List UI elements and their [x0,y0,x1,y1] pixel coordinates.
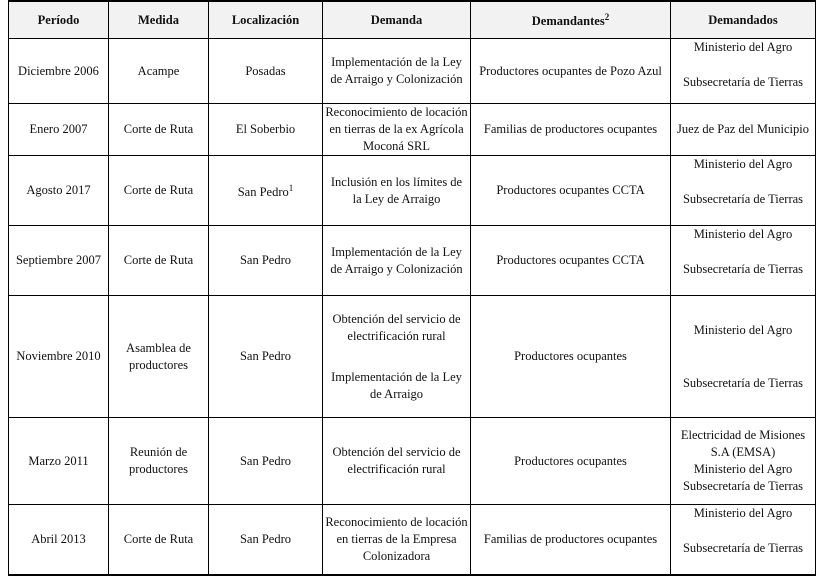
table-row [9,296,816,418]
cell-demandados [671,296,816,418]
cell-demandados-line: Subsecretaría de Tierras [682,262,804,276]
cell-demandados-line: Subsecretaría de Tierras [682,192,804,206]
cell-localizacion [209,505,323,575]
cell-periodo: Agosto 2017 [9,156,109,226]
protest-events-table [8,0,816,576]
cell-medida: Corte de Ruta [109,104,209,156]
localizacion-text: San Pedro [239,253,292,267]
cell-medida: Acampe [109,39,209,104]
table-row [9,39,816,104]
cell-demandantes: Productores ocupantes CCTA [471,226,671,296]
cell-demandados-line: Ministerio del Agro [693,227,793,241]
cell-demandantes: Productores ocupantes de Pozo Azul [471,39,671,104]
cell-demanda [323,226,471,296]
header-periodo: Período [9,1,109,39]
cell-localizacion [209,418,323,505]
cell-demandados [671,226,816,296]
cell-demanda [323,505,471,575]
cell-demanda-line: Implementación de la Ley de Arraigo y Colonización [330,244,463,276]
cell-demandantes: Familias de productores ocupantes [471,505,671,575]
cell-periodo: Noviembre 2010 [9,296,109,418]
cell-demandados-line: Ministerio del Agro [693,40,793,54]
cell-demandados [671,104,816,156]
table-row [9,505,816,575]
table-row [9,418,816,505]
cell-demanda [323,156,471,226]
cell-localizacion [209,39,323,104]
cell-periodo: Marzo 2011 [9,418,109,505]
cell-medida: Corte de Ruta [109,156,209,226]
cell-demandados-line: Subsecretaría de Tierras [682,541,804,555]
cell-periodo: Diciembre 2006 [9,39,109,104]
cell-demanda-line: Reconocimiento de locación en tierras de la Empresa Colonizadora [325,514,468,563]
cell-demandantes: Productores ocupantes CCTA [471,156,671,226]
cell-demanda-line: Obtención del servicio de electrificación rural [332,445,461,476]
header-localizacion: Localización [209,1,323,39]
cell-demandados [671,505,816,575]
cell-demandados-line: Ministerio del Agro [693,506,793,520]
cell-demandados-line: Juez de Paz del Municipio [677,122,809,136]
cell-demanda [323,418,471,505]
cell-demanda-line: Inclusión en los límites de la Ley de Arraigo [330,174,463,206]
cell-demandados-line: Subsecretaría de Tierras [682,75,804,89]
table-row [9,226,816,296]
cell-demandados-line: Electricidad de Misiones S.A (EMSA) [680,428,806,459]
cell-periodo: Enero 2007 [9,104,109,156]
header-medida: Medida [109,1,209,39]
header-demandados: Demandados [671,1,816,39]
cell-demandantes: Familias de productores ocupantes [471,104,671,156]
cell-demanda [323,39,471,104]
cell-demandados-line: Subsecretaría de Tierras [682,375,804,390]
cell-demandados [671,156,816,226]
table-row [9,104,816,156]
cell-demandantes: Productores ocupantes [471,418,671,505]
cell-periodo: Septiembre 2007 [9,226,109,296]
cell-demandados-line: Subsecretaría de Tierras [682,479,804,493]
cell-demandados-line: Ministerio del Agro [693,322,793,337]
cell-localizacion [209,156,323,226]
cell-demandados [671,418,816,505]
cell-demanda-line: Reconocimiento de locación en tierras de la ex Agrícola Moconá SRL [325,105,468,153]
cell-demandados-line: Ministerio del Agro [693,157,793,171]
localizacion-text: San Pedro [239,531,292,546]
localizacion-text: San Pedro [239,453,292,468]
cell-medida: Reunión de productores [109,418,209,505]
cell-localizacion [209,226,323,296]
header-demandantes [471,1,671,39]
cell-demanda-line: Implementación de la Ley de Arraigo [331,369,462,401]
cell-medida: Asamblea de productores [109,296,209,418]
localizacion-text: Posadas [245,63,286,78]
header-demandantes-label: Demandantes [531,14,605,29]
cell-demanda-line: Obtención del servicio de electrificación rural [332,311,461,343]
cell-localizacion [209,296,323,418]
cell-demanda-line: Implementación de la Ley de Arraigo y Colonización [330,55,463,86]
cell-demandados-line: Ministerio del Agro [693,462,793,476]
footnote-marker: 2 [604,12,610,23]
footnote-marker: 1 [288,182,294,193]
header-demanda: Demanda [323,1,471,39]
cell-demanda [323,104,471,156]
cell-medida: Corte de Ruta [109,226,209,296]
localizacion-text: San Pedro [239,349,292,363]
cell-periodo: Abril 2013 [9,505,109,575]
table-row [9,156,816,226]
header-row [9,1,816,39]
localizacion-text: San Pedro [237,185,289,200]
localizacion-text: El Soberbio [235,122,296,136]
cell-localizacion [209,104,323,156]
cell-medida: Corte de Ruta [109,505,209,575]
cell-demandados [671,39,816,104]
cell-demandantes: Productores ocupantes [471,296,671,418]
cell-demanda [323,296,471,418]
